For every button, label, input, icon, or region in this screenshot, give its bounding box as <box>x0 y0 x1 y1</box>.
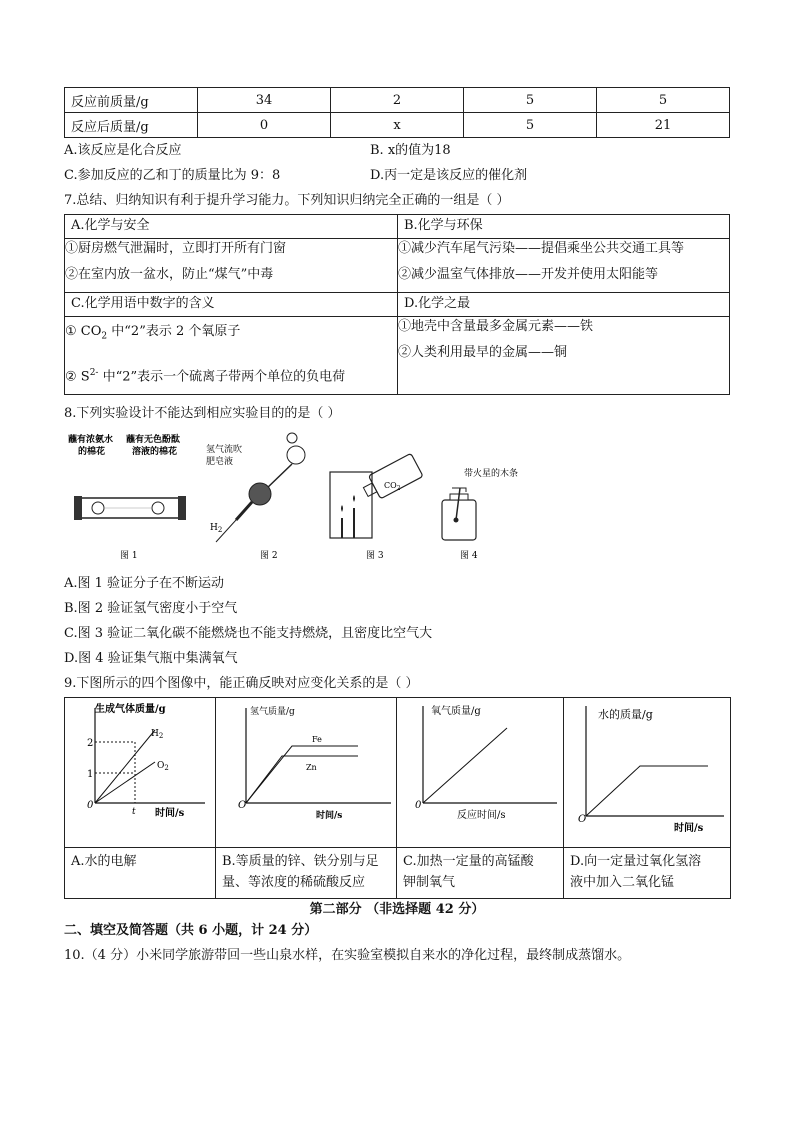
graph-b-xlabel: 时间/s <box>316 811 343 821</box>
graph-c-xlabel: 反应时间/s <box>457 810 506 821</box>
fig2-h2: $H_2$ <box>210 523 223 534</box>
fig1-caption: 图 1 <box>120 551 138 561</box>
graph-a-h2: $H_2$ <box>151 729 164 740</box>
graph-c-cell <box>397 698 564 848</box>
q7-stem: 7.总结、归纳知识有利于提升学习能力。下列知识归纳完全正确的一组是（ ） <box>64 193 510 208</box>
fig1-label-right2: 溶液的棉花 <box>132 447 178 457</box>
row-label: 反应后质量/g <box>65 113 198 138</box>
table-cell: x <box>331 113 464 138</box>
table-cell: 5 <box>464 113 597 138</box>
graph-c <box>397 698 563 843</box>
graph-d-cell <box>564 698 731 848</box>
graph-c-caption: C.加热一定量的高锰酸 钾制氧气 <box>397 848 564 899</box>
figure-1 <box>68 433 186 561</box>
table-cell: 21 <box>597 113 730 138</box>
fig1-label-right: 蘸有无色酚酞 <box>126 435 181 445</box>
fig2-caption: 图 2 <box>260 551 278 561</box>
graph-a-t: t <box>132 807 136 817</box>
graph-d-caption: D.向一定量过氧化氢溶 液中加入二氧化锰 <box>564 848 731 899</box>
fig1-label-left2: 的棉花 <box>78 447 106 457</box>
q6-option-b: B. x的值为18 <box>370 143 451 158</box>
q9-table <box>64 697 731 899</box>
graph-b <box>216 698 396 843</box>
q6-option-d: D.丙一定是该反应的催化剂 <box>370 168 528 183</box>
graph-a-origin: 0 <box>87 800 94 811</box>
row-label: 反应前质量/g <box>65 88 198 113</box>
figure-3 <box>330 453 423 561</box>
graph-a-o2: $O_2$ <box>157 761 169 772</box>
mass-table <box>64 87 730 138</box>
graph-b-cell <box>216 698 397 848</box>
fig1-label-left: 蘸有浓氨水 <box>68 435 114 445</box>
q9-stem: 9.下图所示的四个图像中，能正确反映对应变化关系的是（ ） <box>64 676 419 691</box>
fig4-label: 带火星的木条 <box>464 469 519 479</box>
table-row <box>65 88 730 113</box>
q7-b-body <box>398 239 730 293</box>
q10-stem: 10.（4 分）小米同学旅游带回一些山泉水样，在实验室模拟自来水的净化过程，最终制成蒸馏水。 <box>64 948 631 963</box>
table-cell: 5 <box>464 88 597 113</box>
section-heading: 二、填空及简答题（共 6 小题，计 24 分） <box>64 923 318 938</box>
q7-d1: ①地壳中含量最多金属元素——铁 <box>398 319 594 334</box>
q8-option-d: D.图 4 验证集气瓶中集满氧气 <box>64 651 238 666</box>
q7-a-body <box>65 239 398 293</box>
q7-d2: ②人类利用最早的金属——铜 <box>398 345 568 360</box>
graph-b-fe: Fe <box>312 735 322 744</box>
graph-b-caption: B.等质量的锌、铁分别与足 量、等浓度的稀硫酸反应 <box>216 848 397 899</box>
graph-d-ylabel: 水的质量/g <box>598 708 653 721</box>
graph-a-cell <box>65 698 216 848</box>
table-cell: 5 <box>597 88 730 113</box>
graph-a-xlabel: 时间/s <box>155 808 185 819</box>
figure-2 <box>206 433 305 561</box>
q6-option-a: A.该反应是化合反应 <box>64 143 182 158</box>
fig2-label2: 肥皂液 <box>206 457 234 467</box>
q7-table <box>64 214 730 395</box>
figure-4 <box>442 467 518 561</box>
graph-c-ylabel: 氧气质量/g <box>431 706 481 717</box>
graph-b-ylabel: 氢气质量/g <box>250 707 295 717</box>
q8-option-b: B.图 2 验证氢气密度小于空气 <box>64 601 238 616</box>
q8-figures <box>60 428 560 568</box>
graph-a <box>65 698 215 843</box>
q7-c1: ① $CO_2$ 中“2”表示 2 个氧原子 <box>65 324 241 342</box>
q7-c-head: C.化学用语中数字的含义 <box>65 293 398 317</box>
graph-a-ylabel: 生成气体质量/g <box>95 704 166 715</box>
table-row <box>65 113 730 138</box>
q8-option-c: C.图 3 验证二氧化碳不能燃烧也不能支持燃烧，且密度比空气大 <box>64 626 433 641</box>
q7-b1: ①减少汽车尾气污染——提倡乘坐公共交通工具等 <box>398 241 685 256</box>
q8-stem: 8.下列实验设计不能达到相应实验目的的是（ ） <box>64 406 341 421</box>
q7-c2: ② $S^{2-}$ 中“2”表示一个硫离子带两个单位的负电荷 <box>65 367 346 384</box>
graph-b-zn: Zn <box>306 763 317 772</box>
graph-d-xlabel: 时间/s <box>674 823 704 834</box>
q7-a2: ②在室内放一盆水，防止“煤气”中毒 <box>65 267 274 282</box>
q7-a-head: A.化学与安全 <box>65 215 398 239</box>
graph-d-origin: O <box>578 814 587 825</box>
table-cell: 0 <box>198 113 331 138</box>
fig3-co2: $CO_2$ <box>384 481 401 492</box>
graph-a-tick2: 2 <box>87 738 94 749</box>
fig4-caption: 图 4 <box>460 551 478 561</box>
part2-heading: 第二部分 （非选择题 42 分） <box>309 902 485 917</box>
q7-b-head: B.化学与环保 <box>398 215 730 239</box>
graph-a-caption: A.水的电解 <box>65 848 216 899</box>
table-cell: 34 <box>198 88 331 113</box>
q7-d-head: D.化学之最 <box>398 293 730 317</box>
fig2-label: 氢气流吹 <box>206 445 243 455</box>
graph-a-tick1: 1 <box>87 769 94 780</box>
graph-d <box>564 698 730 843</box>
q7-c-body <box>65 317 398 395</box>
q7-d-body <box>398 317 730 395</box>
q6-option-c: C.参加反应的乙和丁的质量比为 9：8 <box>64 168 281 183</box>
graph-c-origin: 0 <box>415 800 422 811</box>
q7-b2: ②减少温室气体排放——开发并使用太阳能等 <box>398 267 659 282</box>
q7-a1: ①厨房燃气泄漏时，立即打开所有门窗 <box>65 241 287 256</box>
fig3-caption: 图 3 <box>366 551 384 561</box>
graph-b-origin: O <box>238 800 247 811</box>
q8-option-a: A.图 1 验证分子在不断运动 <box>64 576 225 591</box>
table-cell: 2 <box>331 88 464 113</box>
